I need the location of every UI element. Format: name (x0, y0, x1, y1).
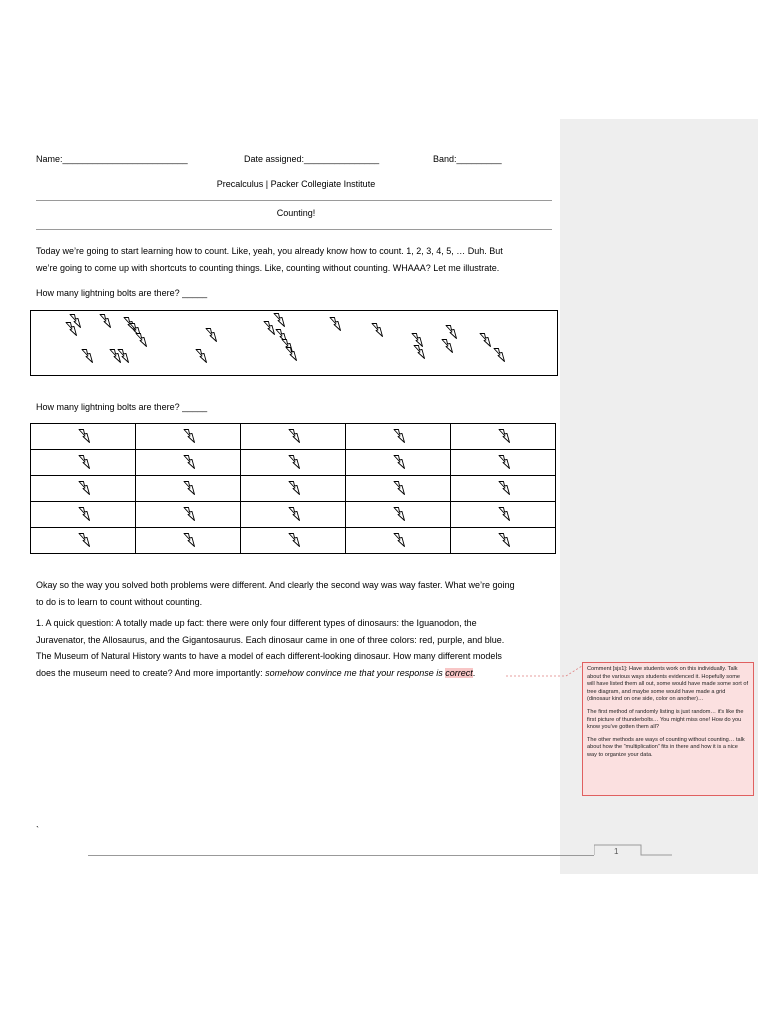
header-rule-bottom (36, 229, 552, 230)
table-cell (451, 528, 556, 554)
table-cell (136, 450, 241, 476)
problem-line-3: The Museum of Natural History wants to have a model of each different-looking dinosaur. How many different models (36, 651, 502, 661)
table-row (31, 528, 556, 554)
problem-line-4 (36, 665, 560, 682)
table-cell (346, 502, 451, 528)
lightning-bolt-icon (371, 323, 383, 337)
comment-connector-line (506, 664, 584, 678)
comment-paragraph-3: The other methods are ways of counting without counting… talk about how the “multiplication” fits in there and how it is a nice way to organize your data. (587, 736, 745, 758)
lightning-bolt-icon (183, 533, 195, 547)
lightning-bolt-icon (498, 481, 510, 495)
table-cell (31, 424, 136, 450)
table-cell (241, 502, 346, 528)
lightning-bolt-icon (78, 481, 90, 495)
lightning-bolt-icon (81, 349, 93, 363)
lightning-bolt-icon (288, 429, 300, 443)
lightning-bolt-icon (285, 347, 297, 361)
lightning-bolt-icon (65, 322, 77, 336)
page-number: 1 (614, 847, 619, 856)
comment-paragraph-2: The first method of randomly listing is just random… it's like the first picture of thunderbolts… You might miss one! How do you know you've gotten them all? (587, 708, 744, 731)
lightning-bolt-icon (288, 481, 300, 495)
commented-text-highlight[interactable]: correct (445, 667, 473, 678)
name-field: Name:_________________________ (36, 154, 188, 164)
table-row (31, 502, 556, 528)
table-cell (241, 450, 346, 476)
conclusion-line-2: to do is to learn to count without counting. (36, 596, 203, 607)
problem-line-4-italic: somehow convince me that your response is (265, 667, 446, 678)
lightning-bolt-icon (135, 333, 147, 347)
table-cell (451, 424, 556, 450)
lightning-bolt-icon (78, 455, 90, 469)
table-cell (241, 476, 346, 502)
table-cell (241, 424, 346, 450)
lightning-bolt-icon (479, 333, 491, 347)
comment-label: Comment [sjs1]: (587, 666, 628, 672)
table-cell (346, 450, 451, 476)
lightning-bolt-icon (498, 533, 510, 547)
conclusion-paragraph (36, 577, 560, 610)
lightning-bolt-icon (183, 429, 195, 443)
stray-mark: ` (36, 825, 39, 835)
table-cell (346, 476, 451, 502)
date-assigned-field: Date assigned:_______________ (244, 154, 380, 164)
intro-line-2: we’re going to come up with shortcuts to counting things. Like, counting without counting. WHAAA? Let me illustrate. (36, 262, 500, 273)
table-cell (241, 528, 346, 554)
intro-paragraph (36, 243, 560, 276)
bolt-grid-table (30, 423, 556, 554)
lightning-bolt-icon (329, 317, 341, 331)
lightning-bolt-icon (78, 429, 90, 443)
intro-line-1: Today we’re going to start learning how to count. Like, yeah, you already know how to count. 1, 2, 3, 4, 5, … Duh. But (36, 246, 503, 256)
comment-balloon[interactable] (582, 662, 754, 796)
table-row (31, 424, 556, 450)
lightning-bolt-icon (195, 349, 207, 363)
lightning-bolt-icon (493, 348, 505, 362)
lightning-bolt-icon (413, 345, 425, 359)
lightning-bolt-icon (393, 455, 405, 469)
lightning-bolt-icon (441, 339, 453, 353)
lightning-bolt-icon (393, 533, 405, 547)
problem-1-paragraph (36, 615, 560, 681)
table-cell (451, 450, 556, 476)
table-cell (31, 450, 136, 476)
question-grid: How many lightning bolts are there? _____ (36, 402, 208, 412)
problem-line-1: 1. A quick question: A totally made up fact: there were only four different types of dinosaurs: the Iguanodon, the (36, 618, 477, 628)
table-cell (451, 502, 556, 528)
scattered-bolts-box (30, 310, 558, 376)
table-cell (31, 502, 136, 528)
conclusion-line-1: Okay so the way you solved both problems were different. And clearly the second way was way faster. What we’re going (36, 580, 515, 590)
lightning-bolt-icon (288, 455, 300, 469)
table-cell (346, 424, 451, 450)
lightning-bolt-icon (117, 349, 129, 363)
lightning-bolt-icon (445, 325, 457, 339)
lightning-bolt-icon (99, 314, 111, 328)
band-field: Band:_________ (433, 154, 502, 164)
problem-line-2: Juravenator, the Allosaurus, and the Gigantosaurus. Each dinosaur came in one of three colors: red, purple, and blue. (36, 634, 505, 645)
page-number-tab (594, 844, 674, 858)
table-cell (31, 528, 136, 554)
question-scatter: How many lightning bolts are there? _____ (36, 288, 208, 298)
page-title: Counting! (276, 208, 316, 218)
table-row (31, 450, 556, 476)
lightning-bolt-icon (288, 533, 300, 547)
lightning-bolt-icon (498, 429, 510, 443)
lightning-bolt-icon (183, 507, 195, 521)
table-cell (136, 424, 241, 450)
lightning-bolt-icon (183, 481, 195, 495)
lightning-bolt-icon (288, 507, 300, 521)
lightning-bolt-icon (263, 321, 275, 335)
lightning-bolt-icon (393, 429, 405, 443)
table-cell (451, 476, 556, 502)
lightning-bolt-icon (78, 507, 90, 521)
course-title: Precalculus | Packer Collegiate Institute (216, 179, 376, 189)
lightning-bolt-icon (393, 507, 405, 521)
footer-rule-left (88, 855, 594, 856)
table-cell (136, 476, 241, 502)
lightning-bolt-icon (498, 507, 510, 521)
table-cell (136, 528, 241, 554)
lightning-bolt-icon (205, 328, 217, 342)
table-cell (136, 502, 241, 528)
lightning-bolt-icon (78, 533, 90, 547)
header-rule-top (36, 200, 552, 201)
table-cell (31, 476, 136, 502)
lightning-bolt-icon (498, 455, 510, 469)
comment-paragraph-1: Have students work on this individually. Talk about the various ways students evidenced it. Hopefully some will have listed them all out, some would have made some sort of tree diagram, and maybe some would have made a grid (dinosaur kind on one side, color on another)… (587, 666, 749, 703)
table-cell (346, 528, 451, 554)
problem-line-4-text: does the museum need to create? And more importantly: (36, 667, 266, 678)
lightning-bolt-icon (183, 455, 195, 469)
lightning-bolt-icon (393, 481, 405, 495)
problem-line-4-end: . (472, 667, 476, 678)
table-row (31, 476, 556, 502)
